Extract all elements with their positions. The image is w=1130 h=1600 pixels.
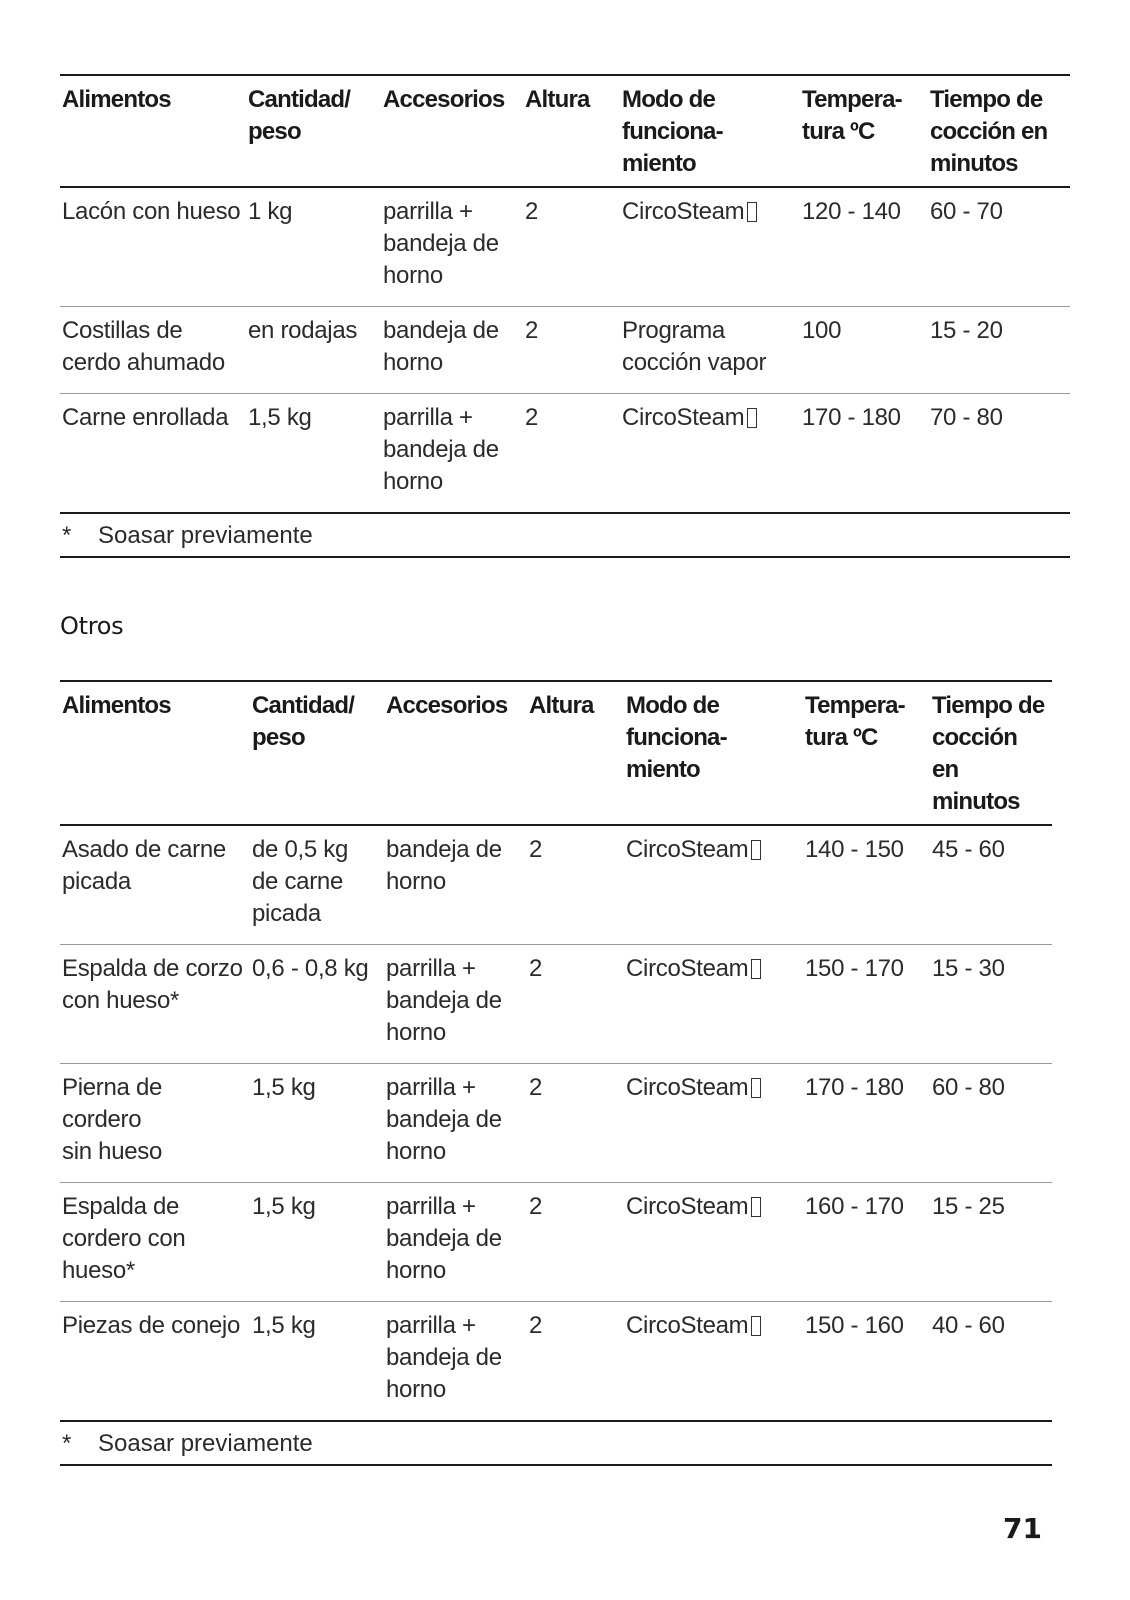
mode-label: CircoSteam [622,198,745,225]
cell-temperatura: 170 - 180 [805,1074,904,1101]
cell-tiempo: 15 - 20 [930,317,1003,344]
cell-accesorios: parrilla + bandeja de horno [383,198,499,289]
cell-tiempo: 60 - 70 [930,198,1003,225]
cell-cantidad: 1,5 kg [252,1193,316,1220]
cell-altura: 2 [525,198,539,225]
mode-label: CircoSteam [626,1193,749,1220]
header-tiempo: Tiempo de cocción en minutos [932,692,1045,815]
header-modo: Modo de funciona- miento [626,692,727,783]
table-row [60,825,1052,945]
header-alimentos: Alimentos [62,692,171,719]
footnote-mark: * [62,1430,72,1457]
page-number: 71 [1003,1512,1042,1545]
cell-modo [624,1302,803,1422]
cell-temperatura: 160 - 170 [805,1193,904,1220]
cell-alimentos: Asado de carne picada [62,836,226,895]
table-row [60,1064,1052,1183]
cell-modo: Programa cocción vapor [622,317,767,376]
mode-label: CircoSteam [626,1074,749,1101]
cell-altura: 2 [525,317,539,344]
footnote-text: Soasar previamente [98,522,313,549]
header-tiempo: Tiempo de cocción en minutos [930,86,1048,177]
footnote [60,513,1070,557]
cell-accesorios: bandeja de horno [383,317,499,376]
header-cantidad: Cantidad/ peso [248,86,351,145]
cell-altura: 2 [529,1074,543,1101]
mode-label: CircoSteam [626,1312,749,1339]
cell-altura: 2 [529,1193,543,1220]
table-row [60,187,1070,307]
circosteam-mode-icon [747,408,757,428]
footnote-text: Soasar previamente [98,1430,313,1457]
cell-accesorios: parrilla + bandeja de horno [383,404,499,495]
cell-cantidad: de 0,5 kg de carne picada [252,836,349,927]
table-row [60,945,1052,1064]
cell-altura: 2 [529,1312,543,1339]
table-row [60,1183,1052,1302]
table-header-row [60,75,1070,187]
cell-modo [624,1183,803,1302]
cell-modo [620,187,800,307]
cell-altura: 2 [529,836,543,863]
cell-tiempo: 45 - 60 [932,836,1005,863]
circosteam-mode-icon [747,202,757,222]
cell-temperatura: 150 - 170 [805,955,904,982]
cell-alimentos: Carne enrollada [62,404,229,431]
section-title: Otros [60,612,124,640]
cell-alimentos: Costillas de cerdo ahumado [62,317,225,376]
footnote-row [60,1421,1052,1465]
circosteam-mode-icon [751,840,761,860]
cell-cantidad: 1,5 kg [248,404,312,431]
mode-label: CircoSteam [626,836,749,863]
cell-temperatura: 170 - 180 [802,404,901,431]
cell-tiempo: 60 - 80 [932,1074,1005,1101]
cell-cantidad: 1,5 kg [252,1074,316,1101]
cell-temperatura: 150 - 160 [805,1312,904,1339]
cooking-table-2 [60,680,1052,1466]
circosteam-mode-icon [751,959,761,979]
cell-tiempo: 40 - 60 [932,1312,1005,1339]
cell-cantidad: 0,6 - 0,8 kg [252,955,369,982]
table-row [60,394,1070,514]
circosteam-mode-icon [751,1316,761,1336]
cell-modo [624,1064,803,1183]
cell-alimentos: Lacón con hueso [62,198,241,225]
cell-alimentos: Piezas de conejo [62,1312,240,1339]
header-alimentos: Alimentos [62,86,171,113]
cell-cantidad: 1 kg [248,198,293,225]
header-temperatura: Tempera- tura ºC [802,86,902,145]
cell-tiempo: 15 - 25 [932,1193,1005,1220]
table-row [60,307,1070,394]
cooking-table-1 [60,74,1070,558]
cell-accesorios: parrilla + bandeja de horno [386,955,502,1046]
cell-modo [624,825,803,945]
cell-temperatura: 100 [802,317,842,344]
cell-tiempo: 70 - 80 [930,404,1003,431]
header-accesorios: Accesorios [383,86,505,113]
header-accesorios: Accesorios [386,692,508,719]
cell-accesorios: bandeja de horno [386,836,502,895]
circosteam-mode-icon [751,1197,761,1217]
mode-label: CircoSteam [626,955,749,982]
cell-accesorios: parrilla + bandeja de horno [386,1074,502,1165]
header-modo: Modo de funciona- miento [622,86,723,177]
cell-altura: 2 [529,955,543,982]
cell-cantidad: 1,5 kg [252,1312,316,1339]
cell-accesorios: parrilla + bandeja de horno [386,1312,502,1403]
cell-alimentos: Espalda de cordero con hueso* [62,1193,186,1284]
header-altura: Altura [525,86,590,113]
header-altura: Altura [529,692,594,719]
cell-modo [620,394,800,514]
mode-label: CircoSteam [622,404,745,431]
header-cantidad: Cantidad/ peso [252,692,355,751]
cell-modo [624,945,803,1064]
cell-cantidad: en rodajas [248,317,358,344]
cell-temperatura: 120 - 140 [802,198,901,225]
table-row [60,1302,1052,1422]
cell-alimentos: Pierna de cordero sin hueso [62,1074,163,1165]
footnote-mark: * [62,522,72,549]
table-header-row [60,681,1052,825]
circosteam-mode-icon [751,1078,761,1098]
cell-tiempo: 15 - 30 [932,955,1005,982]
footnote [60,1421,1052,1465]
cell-alimentos: Espalda de corzo con hueso* [62,955,243,1014]
header-temperatura: Tempera- tura ºC [805,692,905,751]
cell-accesorios: parrilla + bandeja de horno [386,1193,502,1284]
footnote-row [60,513,1070,557]
cell-temperatura: 140 - 150 [805,836,904,863]
cell-altura: 2 [525,404,539,431]
